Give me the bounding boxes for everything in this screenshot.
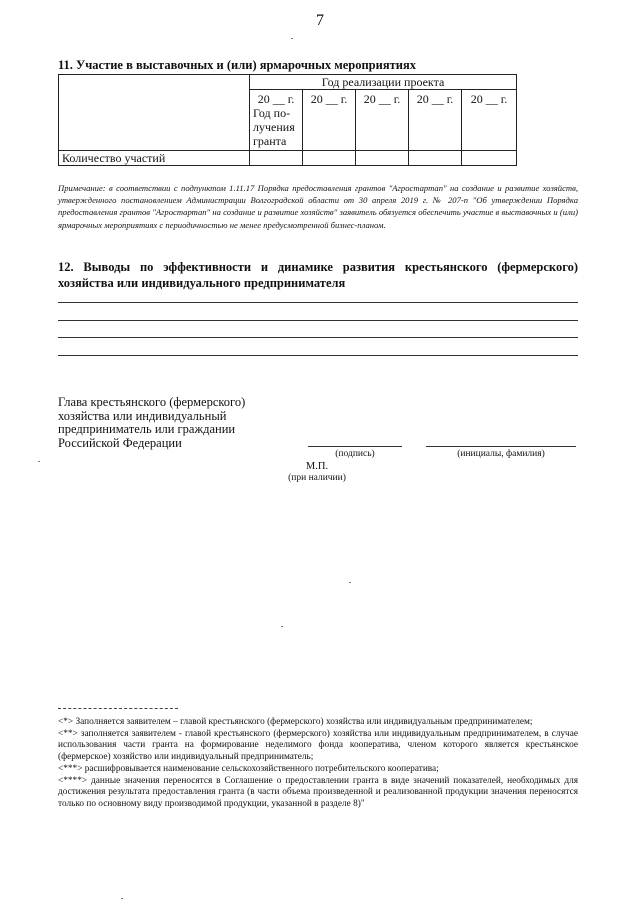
participation-cell[interactable] [356, 151, 409, 166]
name-caption: (инициалы, фамилия) [457, 449, 545, 459]
footnote-separator [58, 708, 178, 709]
conclusion-line[interactable] [58, 337, 578, 338]
year-label: 20 __ г. [470, 92, 508, 106]
year-column-5 [462, 90, 517, 151]
year-column-1 [250, 90, 303, 151]
stamp-note: (при наличии) [288, 473, 346, 483]
stamp-label: М.П. [305, 461, 329, 472]
participation-cell[interactable] [409, 151, 462, 166]
table-empty-corner [59, 75, 250, 151]
section-12-heading: 12. Выводы по эффективности и динамике развития крестьянского (фермерского) хозяйства или индивидуального предпринимателя [58, 260, 578, 290]
year-label: 20 __ г. [257, 92, 295, 106]
footnote-1: <*> Заполняется заявителем – главой крестьянского (фермерского) хозяйства или индивидуальным предпринимателем; [58, 717, 533, 727]
signatory-line: Глава крестьянского (фермерского) [58, 395, 246, 409]
signature-caption: (подпись) [335, 449, 375, 459]
signatory-line: Российской Федерации [58, 435, 182, 450]
participation-cell[interactable] [250, 151, 303, 166]
exhibitions-table [58, 74, 517, 166]
year-sublabel: Год по-лучения гранта [253, 106, 295, 148]
scan-speck [38, 461, 40, 462]
participation-count-label: Количество участий [59, 151, 250, 166]
year-column-4 [409, 90, 462, 151]
year-label: 20 __ г. [310, 92, 348, 106]
signatory-line: хозяйства или индивидуальный [58, 408, 227, 423]
signatory-title [58, 396, 245, 450]
footnote-2: <**> заполняется заявителем - главой крестьянского (фермерского) хозяйства или индивидуальным предпринимателем, в случае использования части гранта на формирование неделимого фонда кооператива, членом которого является крестьянское (фермерское) хозяйство или индивидуальный предприниматель; [58, 728, 578, 763]
participation-cell[interactable] [462, 151, 517, 166]
project-years-header: Год реализации проекта [250, 75, 517, 90]
footnote-4: <****> данные значения переносятся в Соглашение о предоставлении гранта в виде значений показателей, необходимых для достижения результата предоставления гранта (в части объема произведенной и реализованной продукции значения переносятся только по основному виду производимой продукции, указанной в разделе 8)" [58, 775, 578, 809]
year-label: 20 __ г. [416, 92, 454, 106]
participation-cell[interactable] [303, 151, 356, 166]
year-column-3 [356, 90, 409, 151]
scan-speck [121, 898, 123, 899]
year-column-2 [303, 90, 356, 151]
footnote-3: <***> расшифровывается наименование сельскохозяйственного потребительского кооператива; [58, 763, 439, 774]
signature-line[interactable] [308, 446, 402, 447]
scan-speck [291, 38, 293, 39]
footnotes [58, 717, 578, 811]
conclusion-line[interactable] [58, 302, 578, 303]
year-label: 20 __ г. [363, 92, 401, 106]
signatory-line: предприниматель или граждании [58, 422, 236, 436]
scan-speck [281, 626, 283, 627]
name-line[interactable] [426, 446, 576, 447]
section-11-heading: 11. Участие в выставочных и (или) ярмарочных мероприятиях [58, 58, 416, 72]
conclusion-line[interactable] [58, 320, 578, 321]
section-11-note: Примечание: в соответствии с подпунктом 1.11.17 Порядка предоставления грантов "Агростартап" на создание и развитие хозяйств, утвержденного постановлением Администрации Волгоградской области от 30 апреля 2019 г. № 207-п "Об утверждении Порядка предоставления грантов "Агростартап" на создание и развитие хозяйств" заявитель обязуется обеспечить участие в выставочных и (или) ярмарочных мероприятиях с периодичностью не менее предусмотренной бизнес-планом. [58, 183, 578, 230]
scan-speck [349, 582, 351, 583]
page-number: 7 [316, 12, 324, 29]
conclusion-line[interactable] [58, 355, 578, 356]
